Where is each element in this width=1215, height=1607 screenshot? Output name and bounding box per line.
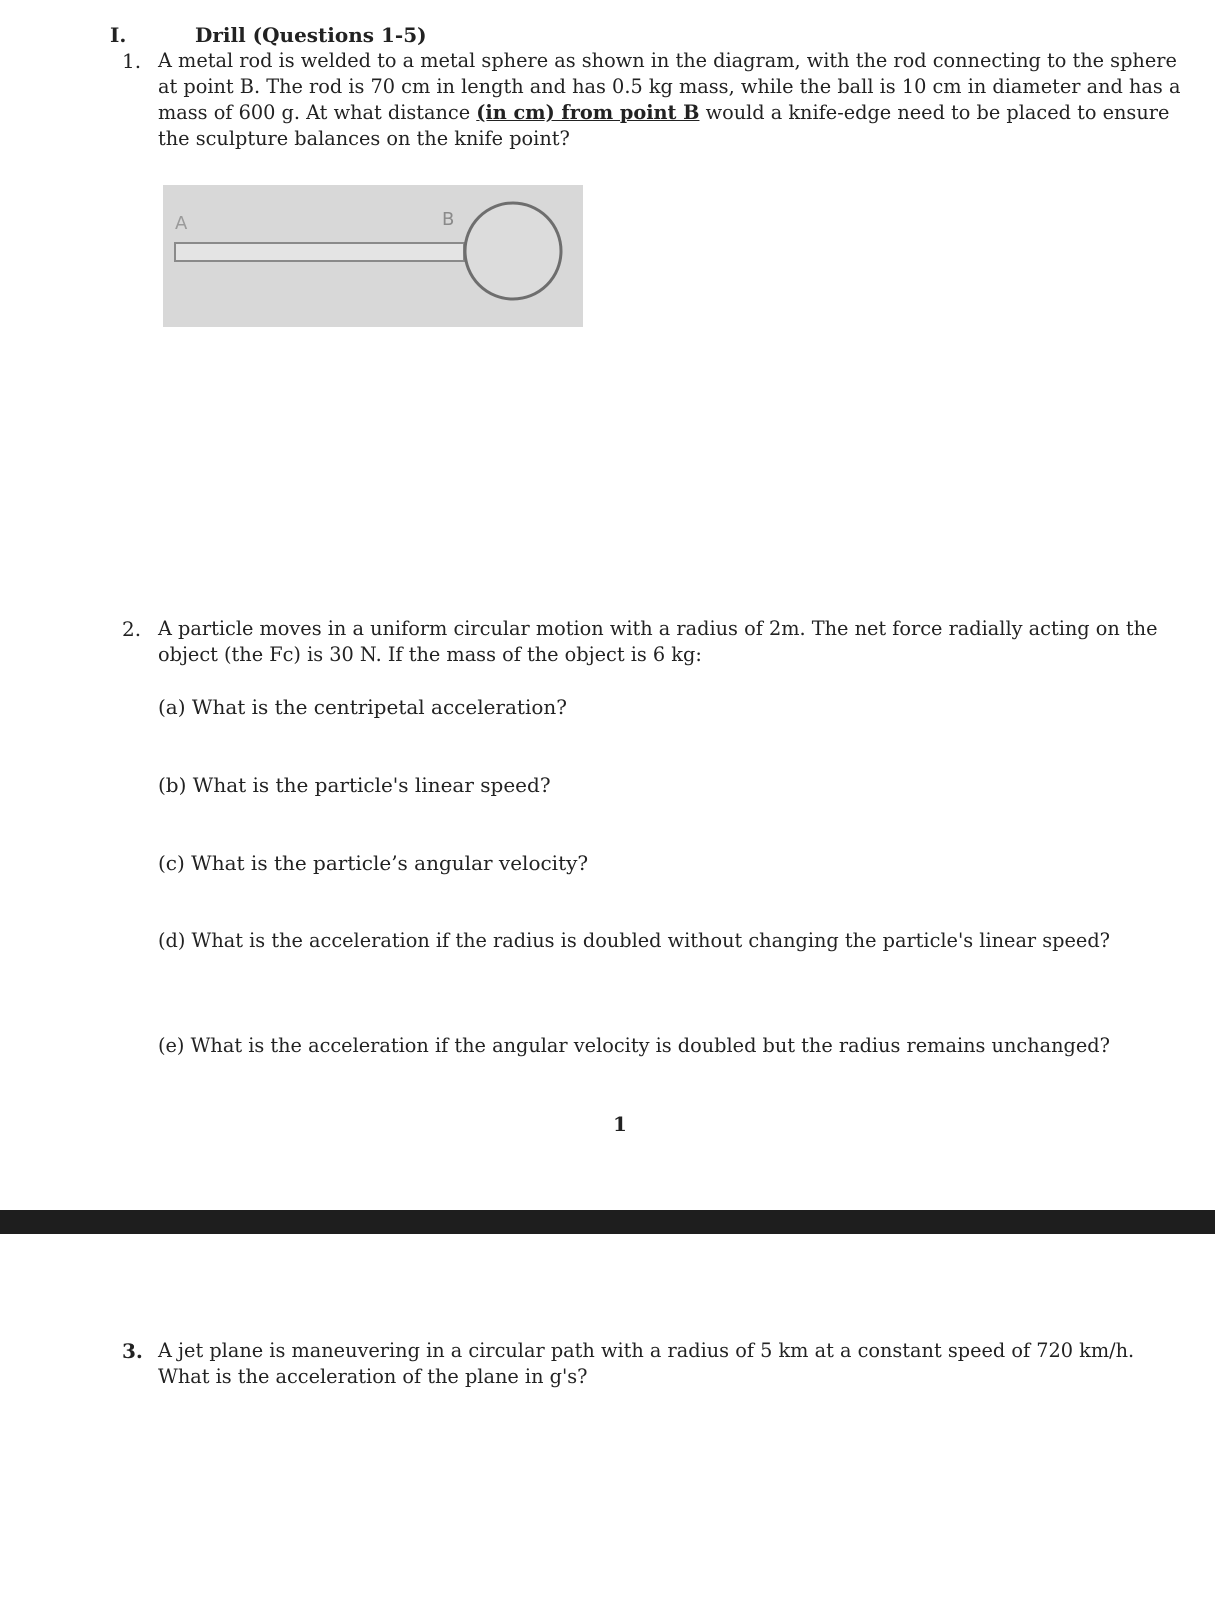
question-2-part-b: (b) What is the particle's linear speed? (158, 773, 551, 797)
question-2-part-e: (e) What is the acceleration if the angular velocity is doubled but the radius remains unchanged? (158, 1034, 1110, 1057)
question-2-part-a: (a) What is the centripetal acceleration? (158, 695, 567, 719)
point-a-label: A (175, 213, 188, 234)
question-3-number: 3. (122, 1339, 143, 1363)
page-break-bar (0, 1210, 1215, 1234)
emphasis-in-cm-from-point-b: (in cm) from point B (476, 101, 700, 124)
question-1-line-4: the sculpture balances on the knife point? (158, 127, 570, 150)
question-1-line-3 (158, 100, 1169, 126)
question-2-number: 2. (122, 617, 142, 641)
question-1-number: 1. (122, 49, 142, 73)
metal-rod (175, 243, 464, 261)
question-2-part-c: (c) What is the particle’s angular velocity? (158, 851, 589, 875)
rod-sphere-diagram (163, 185, 583, 327)
section-numeral: I. (110, 23, 127, 47)
metal-sphere (465, 203, 561, 299)
question-1-line-3-start: mass of 600 g. At what distance (158, 101, 477, 124)
question-3-line-2: What is the acceleration of the plane in g's? (158, 1365, 588, 1388)
question-1-line-1: A metal rod is welded to a metal sphere as shown in the diagram, with the rod connecting to the sphere (158, 49, 1177, 72)
question-2-line-2: object (the Fc) is 30 N. If the mass of the object is 6 kg: (158, 643, 702, 666)
question-2-line-1: A particle moves in a uniform circular motion with a radius of 2m. The net force radially acting on the (158, 617, 1158, 640)
point-b-label: B (442, 209, 455, 230)
question-1-line-2: at point B. The rod is 70 cm in length and has 0.5 kg mass, while the ball is 10 cm in diameter and has a (158, 75, 1181, 98)
rod-sphere-drawing (163, 185, 583, 327)
question-3-line-1: A jet plane is maneuvering in a circular path with a radius of 5 km at a constant speed of 720 km/h. (158, 1339, 1135, 1362)
question-1-line-3-end: would a knife-edge need to be placed to ensure (699, 101, 1170, 124)
page-number: 1 (613, 1112, 627, 1136)
section-title: Drill (Questions 1-5) (195, 23, 427, 47)
question-2-part-d: (d) What is the acceleration if the radius is doubled without changing the particle's linear speed? (158, 929, 1111, 952)
